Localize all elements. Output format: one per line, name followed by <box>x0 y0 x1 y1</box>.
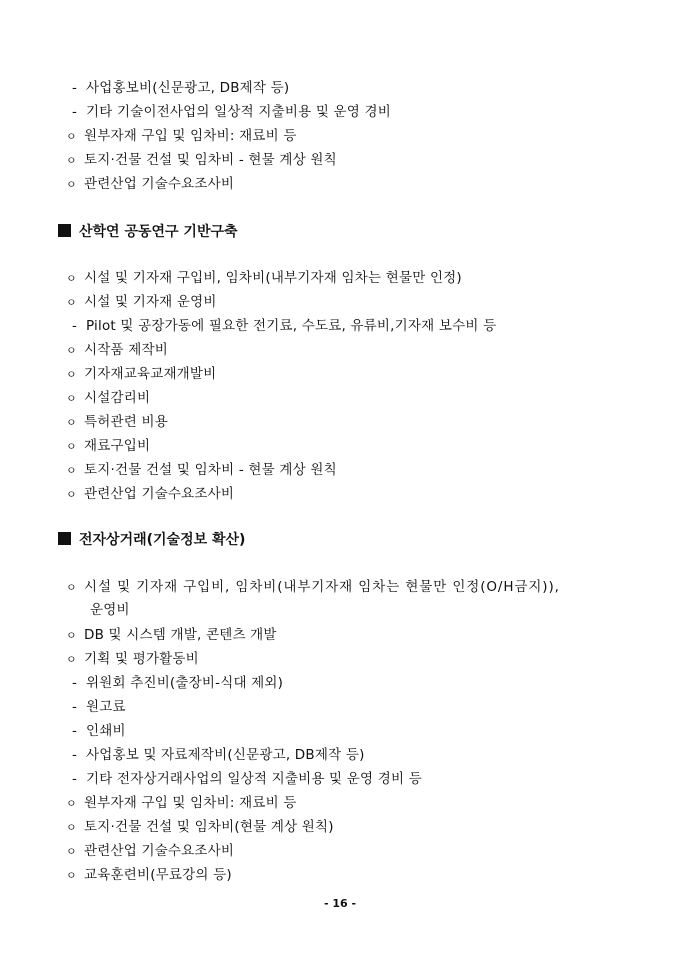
circle-bullet: ㅇ <box>66 653 77 666</box>
list-item <box>66 485 234 504</box>
list-item-text: 토지·건물 건설 및 임차비 - 현물 계상 원칙 <box>84 462 337 478</box>
list-item <box>66 578 560 597</box>
list-item <box>66 269 462 288</box>
list-item-text: Pilot 및 공장가동에 필요한 전기료, 수도료, 유류비,기자재 보수비 등 <box>86 318 497 334</box>
list-item <box>72 698 126 716</box>
list-item-text: 기타 전자상거래사업의 일상적 지출비용 및 운영 경비 등 <box>86 771 422 787</box>
circle-bullet: ㅇ <box>66 845 77 858</box>
circle-bullet: ㅇ <box>66 296 77 309</box>
list-item <box>72 103 391 121</box>
list-item <box>66 175 234 194</box>
circle-bullet: ㅇ <box>66 629 77 642</box>
list-item <box>66 151 337 170</box>
circle-bullet: ㅇ <box>66 464 77 477</box>
list-item <box>66 842 234 861</box>
dash-bullet: - <box>72 699 78 715</box>
list-item <box>66 818 334 837</box>
square-bullet-icon <box>58 532 71 545</box>
list-item <box>72 770 422 788</box>
list-item-text: DB 및 시스템 개발, 콘텐츠 개발 <box>84 627 277 643</box>
list-item <box>72 317 496 335</box>
list-item <box>66 293 217 312</box>
circle-bullet: ㅇ <box>66 272 77 285</box>
circle-bullet: ㅇ <box>66 392 77 405</box>
dash-bullet: - <box>72 318 78 334</box>
list-item-text: 원고료 <box>86 699 126 715</box>
section-heading <box>58 531 245 549</box>
circle-bullet: ㅇ <box>66 416 77 429</box>
list-item <box>66 461 337 480</box>
list-item-text: 시설 및 기자재 구입비, 임차비(내부기자재 임차는 현물만 인정) <box>84 270 462 286</box>
list-item <box>66 866 232 885</box>
circle-bullet: ㅇ <box>66 869 77 882</box>
list-item <box>66 341 168 360</box>
list-item <box>66 365 216 384</box>
list-item <box>66 626 277 645</box>
dash-bullet: - <box>72 675 78 691</box>
list-item-text: 시작품 제작비 <box>84 342 168 358</box>
section-heading <box>58 223 238 241</box>
circle-bullet: ㅇ <box>66 797 77 810</box>
list-item-text: 원부자재 구입 및 임차비: 재료비 등 <box>84 128 297 144</box>
list-item-text: 운영비 <box>90 602 130 618</box>
list-item-text: 특허관련 비용 <box>84 414 168 430</box>
dash-bullet: - <box>72 80 78 96</box>
list-item-text: 재료구입비 <box>84 438 151 454</box>
dash-bullet: - <box>72 104 78 120</box>
list-item-text: 관련산업 기술수요조사비 <box>84 486 235 502</box>
list-item-text: 관련산업 기술수요조사비 <box>84 843 235 859</box>
circle-bullet: ㅇ <box>66 440 77 453</box>
square-bullet-icon <box>58 224 71 237</box>
list-item-text: 시설 및 기자재 운영비 <box>84 294 217 310</box>
list-item-text: 토지·건물 건설 및 임차비(현물 계상 원칙) <box>84 819 334 835</box>
list-item-text: 사업홍보 및 자료제작비(신문광고, DB제작 등) <box>86 747 365 763</box>
dash-bullet: - <box>72 771 78 787</box>
list-item-text: 위원회 추진비(출장비-식대 제외) <box>86 675 284 691</box>
list-item <box>72 722 126 740</box>
circle-bullet: ㅇ <box>66 821 77 834</box>
list-item-text: 관련산업 기술수요조사비 <box>84 176 235 192</box>
list-item-text: 기자재교육교재개발비 <box>84 366 217 382</box>
list-item <box>66 413 168 432</box>
circle-bullet: ㅇ <box>66 581 78 594</box>
section-heading-text: 전자상거래(기술정보 확산) <box>79 532 246 548</box>
list-item <box>66 794 297 813</box>
circle-bullet: ㅇ <box>66 178 77 191</box>
list-item <box>66 437 150 456</box>
circle-bullet: ㅇ <box>66 130 77 143</box>
dash-bullet: - <box>72 747 78 763</box>
list-item-continuation <box>90 601 130 619</box>
dash-bullet: - <box>72 723 78 739</box>
circle-bullet: ㅇ <box>66 368 77 381</box>
list-item-text: 인쇄비 <box>86 723 126 739</box>
circle-bullet: ㅇ <box>66 154 77 167</box>
list-item-text: 기타 기술이전사업의 일상적 지출비용 및 운영 경비 <box>86 104 392 120</box>
list-item <box>66 650 199 669</box>
list-item <box>66 389 150 408</box>
list-item-text: 교육훈련비(무료강의 등) <box>84 867 232 883</box>
list-item-text: 시설 및 기자재 구입비, 임차비(내부기자재 임차는 현물만 인정(O/H금지)), <box>84 579 560 595</box>
circle-bullet: ㅇ <box>66 344 77 357</box>
circle-bullet: ㅇ <box>66 488 77 501</box>
page-number: - 16 - <box>323 897 357 910</box>
list-item-text: 기획 및 평가활동비 <box>84 651 199 667</box>
list-item <box>72 79 289 97</box>
list-item <box>66 127 297 146</box>
list-item-text: 원부자재 구입 및 임차비: 재료비 등 <box>84 795 297 811</box>
list-item <box>72 746 365 764</box>
section-heading-text: 산학연 공동연구 기반구축 <box>79 224 238 240</box>
list-item-text: 토지·건물 건설 및 임차비 - 현물 계상 원칙 <box>84 152 337 168</box>
list-item-text: 사업홍보비(신문광고, DB제작 등) <box>86 80 290 96</box>
list-item <box>72 674 283 692</box>
list-item-text: 시설감리비 <box>84 390 151 406</box>
